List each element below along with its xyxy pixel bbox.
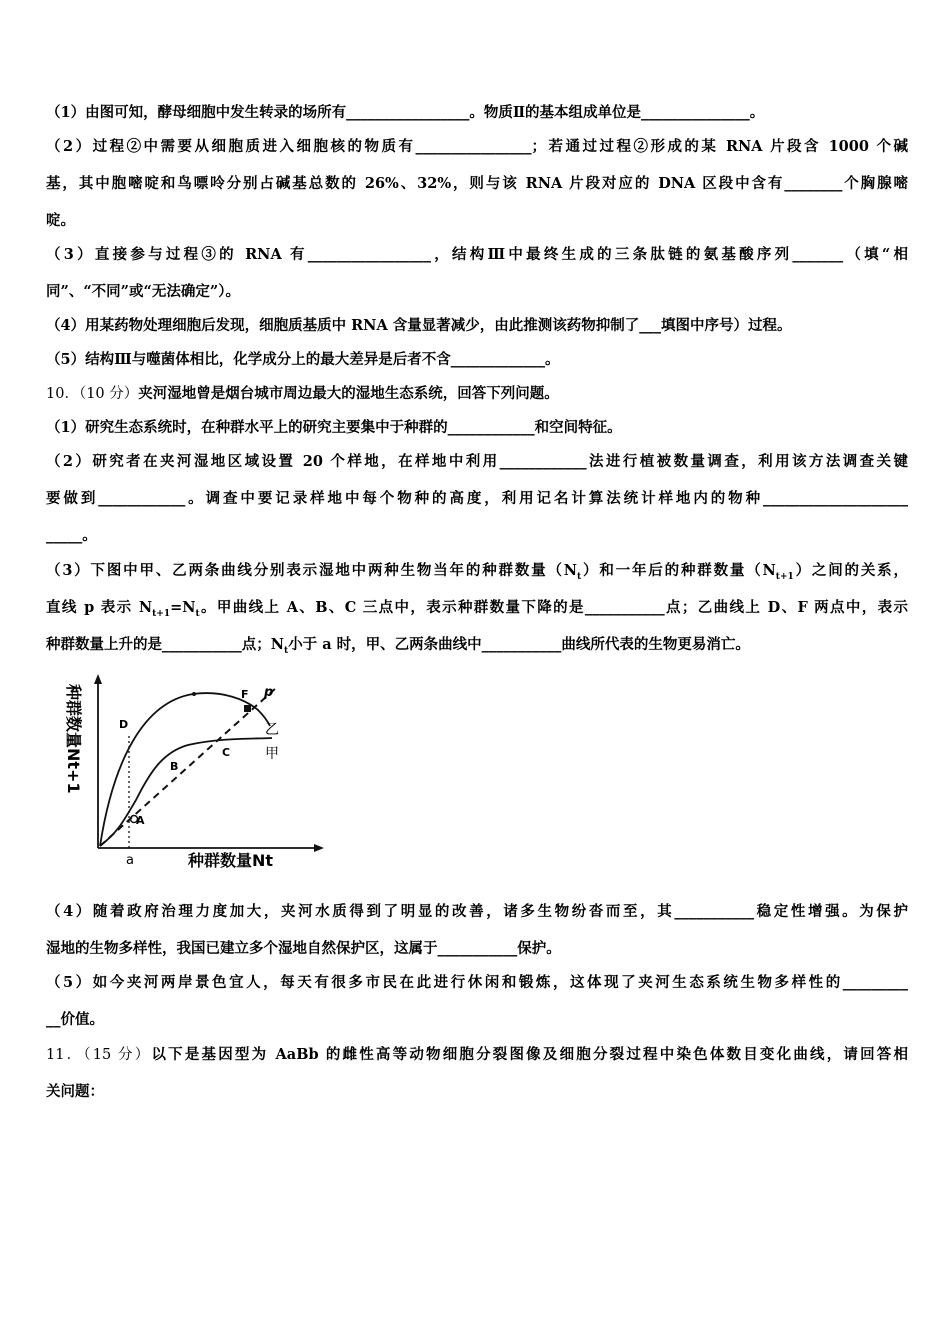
q10-part2-line3: _____。 [46,527,97,544]
q10-part2-line2: 要做到____________。调查中要记录样地中每个物种的高度，利用记名计算法统计样地内的物种____________________ [46,490,908,507]
sub-t1: t+1 [775,571,794,582]
tick-a: a [126,853,134,868]
q10-header [46,384,908,404]
q9-part1: （1）由图可知，酵母细胞中发生转录的场所有_________________。物质Ⅱ的基本组成单位是_______________。 [46,104,765,121]
q11-stem-line2: 关问题： [46,1083,104,1100]
q10-part3-text-a: （3）下图中甲、乙两条曲线分别表示湿地中两种生物当年的种群数量（N [46,562,578,579]
x-axis-arrow [314,844,324,852]
label-F: F [241,688,249,701]
q10-part5-line1: （5）如今夹河两岸景色宜人，每天有很多市民在此进行休闲和锻炼，这体现了夹河生态系统生物多样性的_________ [46,974,908,991]
q10-part3-text-c: ）之间的关系， [793,562,908,579]
q10-part1: （1）研究生态系统时，在种群水平上的研究主要集中于种群的____________和空间特征。 [46,419,622,436]
point-top [192,692,196,696]
q11-header [46,1045,908,1065]
label-B: B [170,760,179,773]
population-curve-figure [58,672,328,872]
q10-part3-text-g: 种群数量上升的是___________点；N [46,636,285,653]
sub-t: t [195,608,200,619]
q10-part3-text-f: 。甲曲线上 A、B、C 三点中，表示种群数量下降的是___________点；乙曲线上 D、F 两点中，表示 [199,599,908,616]
point-F-marker [244,705,251,712]
sub-t1: t+1 [152,608,171,619]
q10-part3-text-h: 小于 a 时，甲、乙两条曲线中___________曲线所代表的生物更易消亡。 [288,636,750,653]
q11-stem: 以下是基因型为 AaBb 的雌性高等动物细胞分裂图像及细胞分裂过程中染色体数目变化曲线，请回答相 [151,1046,908,1063]
q9-part2-line1: （2）过程②中需要从细胞质进入细胞核的物质有________________；若通过过程②形成的某 RNA 片段含 1000 个碱 [46,138,908,155]
q10-part4-line2: 湿地的生物多样性，我国已建立多个湿地自然保护区，这属于___________保护。 [46,940,561,957]
q10-part5-line2: __价值。 [46,1011,104,1028]
q9-part4: （4）用某药物处理细胞后发现，细胞质基质中 RNA 含量显著减少，由此推测该药物抑制了___填图中序号）过程。 [46,317,792,334]
q10-number: 10．（10 分） [46,386,139,402]
label-A: A [136,814,145,827]
label-jia: 甲 [265,746,279,762]
q11-number: 11．（15 分） [46,1047,152,1063]
q10-part3-text-b: ）和一年后的种群数量（N [581,562,776,579]
y-axis-arrow [94,674,102,684]
q9-part3-line1: （3）直接参与过程③的 RNA 有_________________，结构Ⅲ中最终生成的三条肽链的氨基酸序列_______（填“相 [46,246,908,263]
q10-part3-line1 [46,561,908,587]
population-chart [58,672,328,872]
sub-t: t [577,571,582,582]
label-D: D [119,718,129,731]
q10-part3-text-d: 直线 p 表示 N [46,599,153,616]
q10-part3-text-e: =N [170,599,196,616]
q9-part2-line3: 啶。 [46,212,75,229]
q9-part2-line2: 基，其中胞嘧啶和鸟嘌呤分别占碱基总数的 26%、32%，则与该 RNA 片段对应的 DNA 区段中含有________个胸腺嘧 [46,175,908,192]
q10-part4-line1: （4）随着政府治理力度加大，夹河水质得到了明显的改善，诸多生物纷沓而至，其___________稳定性增强。为保护 [46,903,908,920]
y-axis-label: 种群数量Nt+1 [64,684,83,794]
label-C: C [222,746,231,759]
label-yi: 乙 [265,722,279,738]
q10-stem: 夹河湿地曾是烟台城市周边最大的湿地生态系统，回答下列问题。 [138,385,559,402]
label-p: p [264,685,274,700]
x-axis-label: 种群数量Nt [188,851,274,870]
q10-part3-line3 [46,635,908,661]
q9-part3-line2: 同”、“不同”或“无法确定”）。 [46,283,240,300]
q9-part5: （5）结构Ⅲ与噬菌体相比，化学成分上的最大差异是后者不含_____________。 [46,351,560,368]
q10-part3-line2 [46,598,908,624]
sub-t: t [284,645,289,656]
q10-part2-line1: （2）研究者在夹河湿地区域设置 20 个样地，在样地中利用____________法进行植被数量调查，利用该方法调查关键 [46,453,908,470]
